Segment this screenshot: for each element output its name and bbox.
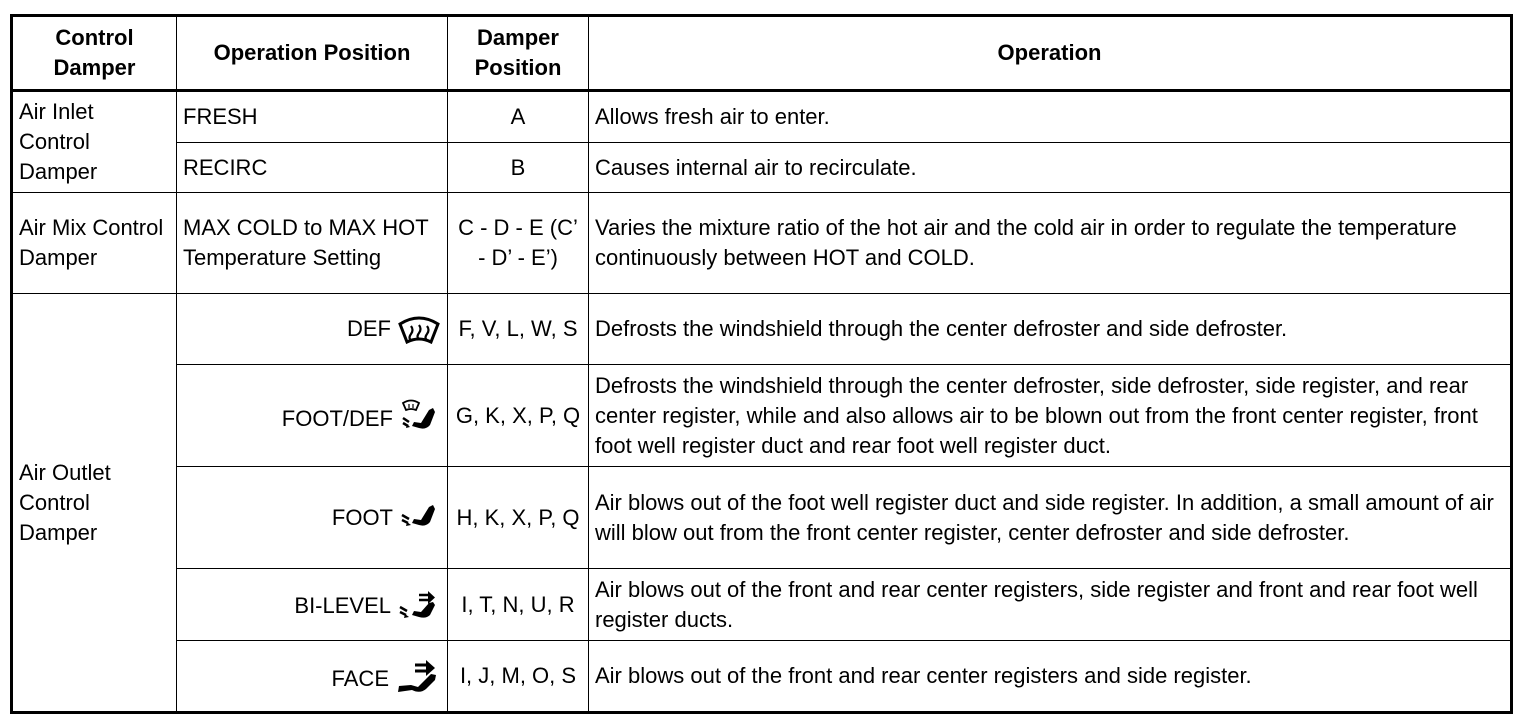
operation-cell: Air blows out of the front and rear center registers, side register and front and rear foot well register ducts. <box>589 569 1512 641</box>
header-damper-position: Damper Position <box>448 16 589 91</box>
header-row <box>12 16 1512 91</box>
damper-position-cell: A <box>448 91 589 143</box>
mode-cell <box>177 641 448 713</box>
operation-position-cell: FRESH <box>177 91 448 143</box>
mode-label: FACE <box>331 666 389 691</box>
table-row <box>12 294 1512 365</box>
air-inlet-damper-cell: Air Inlet Control Damper <box>12 91 177 193</box>
operation-position-cell: RECIRC <box>177 143 448 193</box>
air-mix-damper-cell: Air Mix Control Damper <box>12 193 177 294</box>
operation-cell: Defrosts the windshield through the center defroster, side defroster, side register, and rear center register, while and also allows air to be blown out from the front center register, front foot well register duct and rear foot well register duct. <box>589 365 1512 467</box>
table-row <box>12 641 1512 713</box>
face-icon <box>395 658 441 694</box>
operation-cell: Air blows out of the front and rear center registers and side register. <box>589 641 1512 713</box>
damper-operation-table <box>10 14 1513 714</box>
damper-position-cell: B <box>448 143 589 193</box>
header-operation-position: Operation Position <box>177 16 448 91</box>
mode-cell <box>177 365 448 467</box>
bi-level-icon <box>397 589 441 621</box>
damper-position-cell: H, K, X, P, Q <box>448 467 589 569</box>
air-outlet-damper-cell: Air Outlet Control Damper <box>12 294 177 713</box>
foot-defrost-icon <box>399 398 441 434</box>
mode-cell <box>177 467 448 569</box>
damper-position-cell: I, T, N, U, R <box>448 569 589 641</box>
defrost-icon <box>397 314 441 344</box>
operation-cell: Causes internal air to recirculate. <box>589 143 1512 193</box>
damper-position-cell: I, J, M, O, S <box>448 641 589 713</box>
operation-position-cell: MAX COLD to MAX HOT Temperature Setting <box>177 193 448 294</box>
table-row <box>12 467 1512 569</box>
table-row <box>12 91 1512 143</box>
operation-cell: Air blows out of the foot well register duct and side register. In addition, a small amount of air will blow out from the front center register, center defroster and side defroster. <box>589 467 1512 569</box>
operation-cell: Defrosts the windshield through the center defroster and side defroster. <box>589 294 1512 365</box>
header-operation: Operation <box>589 16 1512 91</box>
foot-icon <box>399 503 441 533</box>
mode-cell <box>177 294 448 365</box>
damper-position-cell: F, V, L, W, S <box>448 294 589 365</box>
operation-cell: Varies the mixture ratio of the hot air and the cold air in order to regulate the temperature continuously between HOT and COLD. <box>589 193 1512 294</box>
table-row <box>12 143 1512 193</box>
table-wrapper <box>10 14 1513 714</box>
damper-position-cell: G, K, X, P, Q <box>448 365 589 467</box>
damper-position-cell: C - D - E (C’ - D’ - E’) <box>448 193 589 294</box>
mode-label: FOOT/DEF <box>281 405 393 431</box>
table-row <box>12 193 1512 294</box>
table-row <box>12 569 1512 641</box>
mode-cell <box>177 569 448 641</box>
mode-label: DEF <box>347 316 391 341</box>
mode-label: FOOT <box>331 504 393 530</box>
operation-cell: Allows fresh air to enter. <box>589 91 1512 143</box>
header-control-damper: Control Damper <box>12 16 177 91</box>
table-row <box>12 365 1512 467</box>
mode-label: BI-LEVEL <box>294 592 391 618</box>
